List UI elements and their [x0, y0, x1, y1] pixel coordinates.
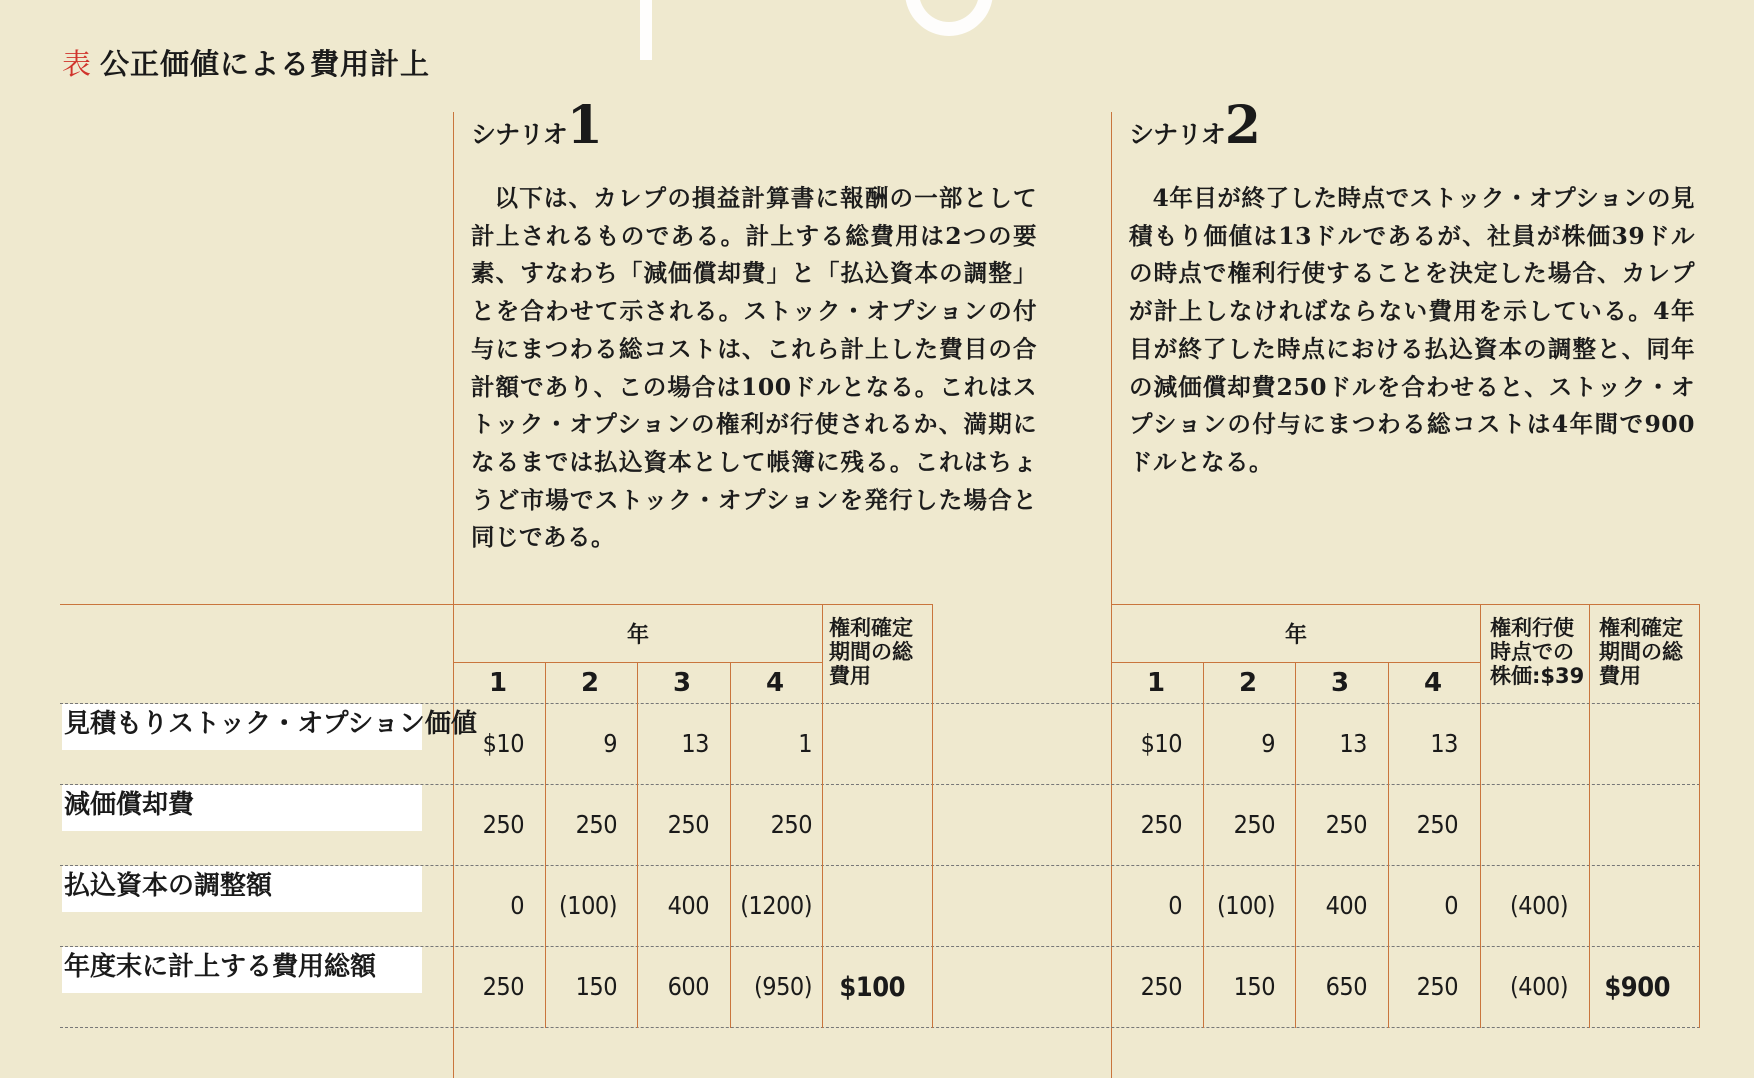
- table-cell: 150: [1233, 972, 1275, 1001]
- year-col-3-s2: 3: [1330, 668, 1350, 698]
- table-cell: 600: [667, 972, 709, 1001]
- col-line: [932, 604, 933, 1028]
- s1-total-header: 権利確定期間の総費用: [829, 616, 913, 688]
- decorative-letter-fragment: [640, 0, 682, 60]
- scenario1-label: シナリオ: [471, 120, 567, 149]
- table-cell: 0: [1444, 891, 1458, 920]
- year-col-1-s1: 1: [488, 668, 508, 698]
- table-cell: 13: [681, 729, 709, 758]
- table-cell: (400): [1510, 972, 1568, 1001]
- s2-exercise-header: 権利行使時点での株価:$39: [1490, 616, 1585, 688]
- table-cell: (950): [754, 972, 812, 1001]
- row-label-depreciation: 減価償却費: [62, 785, 422, 831]
- table-cell: (100): [559, 891, 617, 920]
- table-cell: 250: [482, 810, 524, 839]
- table-cell: 250: [1233, 810, 1275, 839]
- decorative-letter-fragment: [887, 0, 1011, 54]
- row-label-total-expense: 年度末に計上する費用総額: [62, 947, 422, 993]
- table-cell: 250: [1140, 810, 1182, 839]
- year-header-s1: 年: [626, 623, 649, 648]
- scenario1-divider: [453, 112, 454, 1078]
- table-cell: 400: [1325, 891, 1367, 920]
- year-col-4-s1: 4: [765, 668, 785, 698]
- table-top-rule-s2: [1111, 604, 1700, 605]
- table-cell: 0: [1168, 891, 1182, 920]
- scenario1-text: 以下は、カレプの損益計算書に報酬の一部として計上されるものである。計上する総費用は2つの要素、すなわち「減価償却費」と「払込資本の調整」とを合わせて示される。ストック・オプションの付与にまつわる総コストは、これら計上した費目の合計額であり、この場合は100ドルとなる。これはストック・オプションの権利が行使されるか、満期になるまでは払込資本として帳簿に残る。これはちょうど市場でストック・オプションを発行した場合と同じである。: [471, 184, 1037, 552]
- table-cell: 150: [575, 972, 617, 1001]
- table-cell: $900: [1604, 972, 1670, 1003]
- table-cell: 13: [1430, 729, 1458, 758]
- scenario2-number: 2: [1224, 95, 1261, 156]
- table-cell: 400: [667, 891, 709, 920]
- col-line: [1699, 604, 1700, 1028]
- title-text: 公正価値による費用計上: [100, 47, 431, 81]
- year-col-2-s2: 2: [1238, 668, 1258, 698]
- table-title: [62, 42, 430, 83]
- scenario2-label: シナリオ: [1129, 120, 1225, 149]
- table-cell: 9: [603, 729, 617, 758]
- col-line: [822, 604, 823, 1028]
- table-cell: 9: [1261, 729, 1275, 758]
- year-col-2-s1: 2: [580, 668, 600, 698]
- title-mark: 表: [62, 47, 93, 81]
- table-cell: $10: [482, 729, 524, 758]
- table-cell: 1: [798, 729, 812, 758]
- table-cell: 250: [575, 810, 617, 839]
- scenario2-heading: [1129, 95, 1261, 156]
- row-label-option-value: 見積もりストック・オプション価値: [62, 704, 422, 750]
- table-top-rule: [60, 604, 454, 605]
- s2-total-header: 権利確定期間の総費用: [1599, 616, 1683, 688]
- table-cell: 250: [1416, 972, 1458, 1001]
- year-header-s2: 年: [1284, 623, 1307, 648]
- table-cell: (100): [1217, 891, 1275, 920]
- scenario2-text: 4年目が終了した時点でストック・オプションの見積もり価値は13ドルであるが、社員が株価39ドルの時点で権利行使することを決定した場合、カレプが計上しなければならない費用を示している。4年目が終了した時点における払込資本の調整と、同年の減価償却費250ドルを合わせると、ストック・オプションの付与にまつわる総コストは4年間で900ドルとなる。: [1129, 184, 1695, 476]
- year-rule-s2: [1111, 662, 1481, 663]
- scenario2-divider: [1111, 112, 1112, 1078]
- table-cell: (400): [1510, 891, 1568, 920]
- table-cell: 250: [770, 810, 812, 839]
- table-cell: 250: [667, 810, 709, 839]
- year-col-1-s2: 1: [1146, 668, 1166, 698]
- table-cell: 250: [1140, 972, 1182, 1001]
- table-cell: 250: [1325, 810, 1367, 839]
- row-divider: [60, 1027, 1700, 1028]
- table-cell: 250: [1416, 810, 1458, 839]
- table-cell: $100: [839, 972, 905, 1003]
- scenario1-number: 1: [566, 95, 603, 156]
- table-cell: 250: [482, 972, 524, 1001]
- table-cell: $10: [1140, 729, 1182, 758]
- table-cell: 0: [510, 891, 524, 920]
- year-rule-s1: [453, 662, 823, 663]
- table-cell: 13: [1339, 729, 1367, 758]
- table-top-rule-s1: [453, 604, 933, 605]
- table-cell: (1200): [740, 891, 812, 920]
- col-line: [1589, 604, 1590, 1028]
- table-cell: 650: [1325, 972, 1367, 1001]
- year-col-3-s1: 3: [672, 668, 692, 698]
- year-col-4-s2: 4: [1423, 668, 1443, 698]
- col-line: [1480, 604, 1481, 1028]
- scenario1-heading: [471, 95, 603, 156]
- row-label-capital-adjustment: 払込資本の調整額: [62, 866, 422, 912]
